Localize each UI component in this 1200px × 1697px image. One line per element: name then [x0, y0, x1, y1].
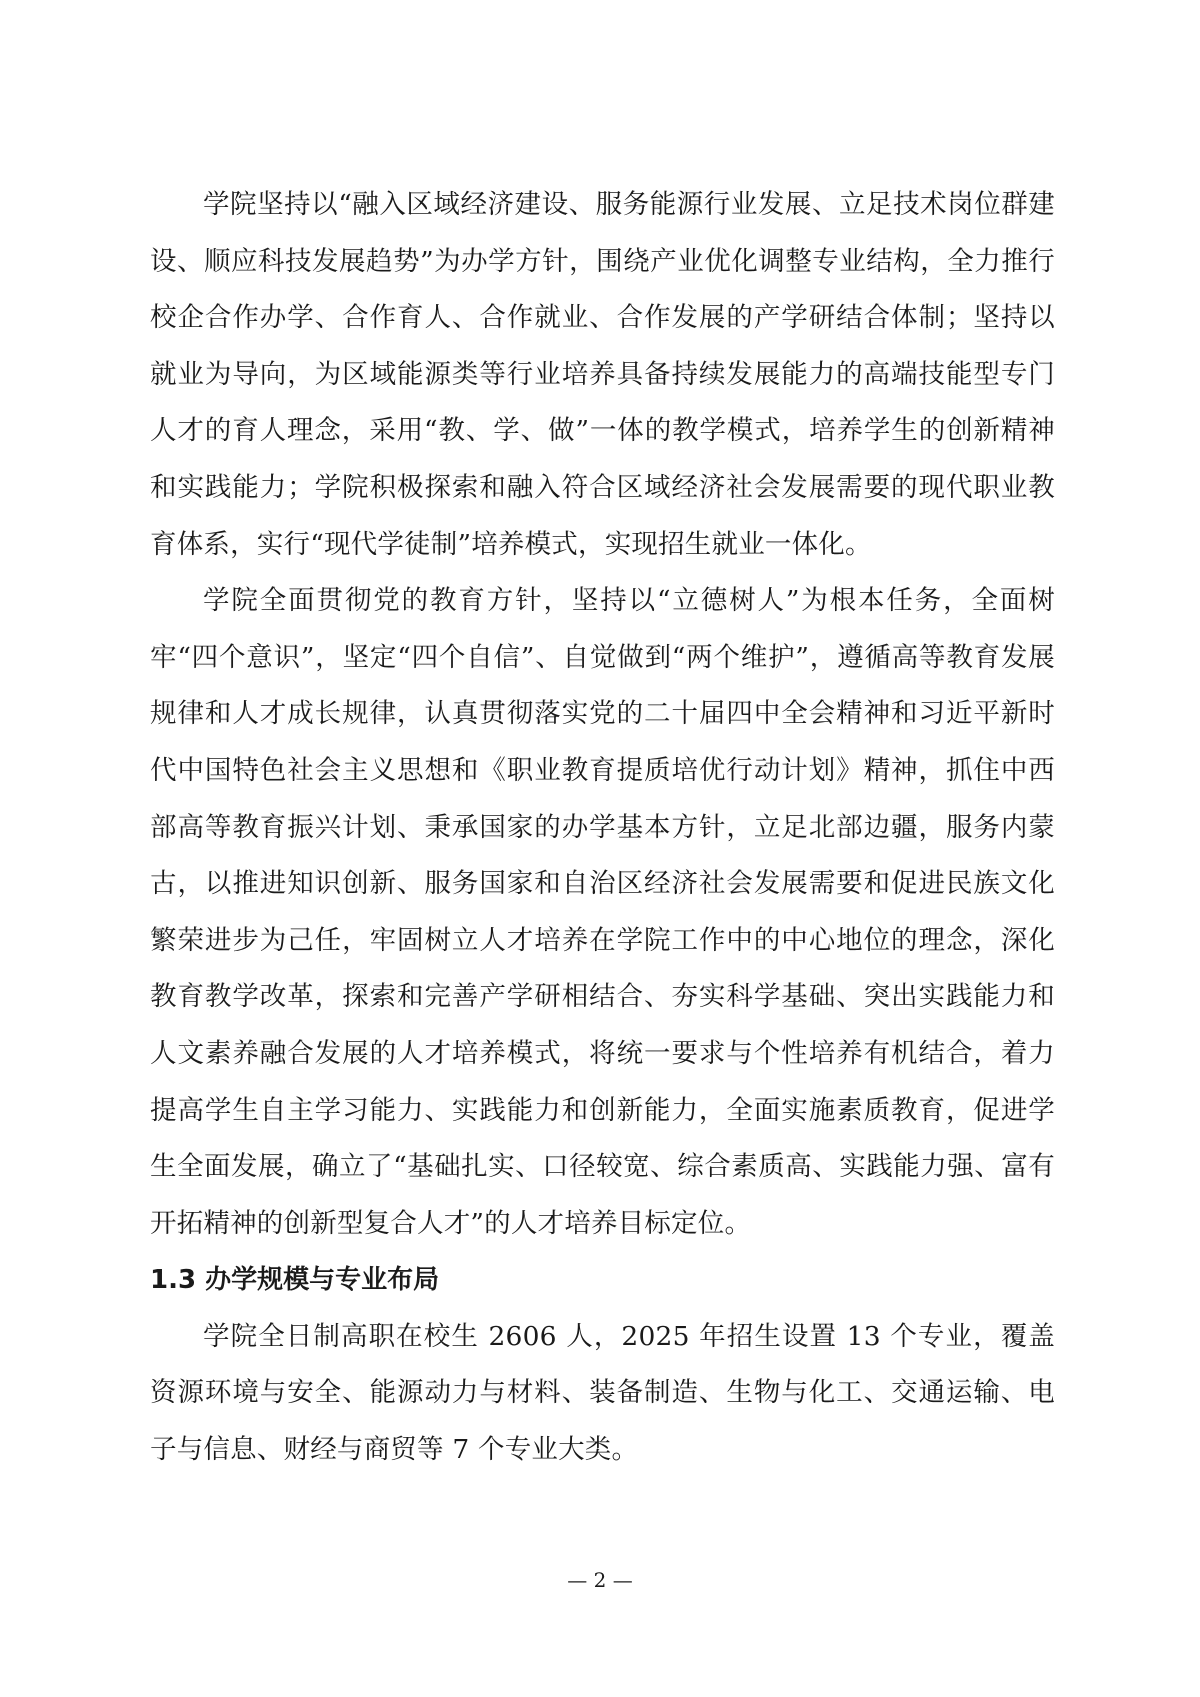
- page-number: — 2 —: [567, 1568, 633, 1592]
- section-heading: 1.3 办学规模与专业布局: [150, 1265, 440, 1296]
- paragraph-education-policy: 学院全面贯彻党的教育方针，坚持以“立德树人”为根本任务，全面树牢“四个意识”，坚定“四个自信”、自觉做到“两个维护”，遵循高等教育发展规律和人才成长规律，认真贯彻落实党的二十届四中全会精神和习近平新时代中国特色社会主义思想和《职业教育提质培优行动计划》精神，抓住中西部高等教育振兴计划、秉承国家的办学基本方针，立足北部边疆，服务内蒙古，以推进知识创新、服务国家和自治区经济社会发展需要和促进民族文化繁荣进步为己任，牢固树立人才培养在学院工作中的中心地位的理念，深化教育教学改革，探索和完善产学研相结合、夯实科学基础、突出实践能力和人文素养融合发展的人才培养模式，将统一要求与个性培养有机结合，着力提高学生自主学习能力、实践能力和创新能力，全面实施素质教育，促进学生全面发展，确立了“基础扎实、口径较宽、综合素质高、实践能力强、富有开拓精神的创新型复合人才”的人才培养目标定位。: [150, 585, 1055, 1239]
- page-body: [150, 177, 1055, 1479]
- paragraph-school-scale: 学院全日制高职在校生 2606 人，2025 年招生设置 13 个专业，覆盖资源环境与安全、能源动力与材料、装备制造、生物与化工、交通运输、电子与信息、财经与商贸等 7 个专业大类。: [150, 1320, 1055, 1466]
- paragraph-school-policy: 学院坚持以“融入区域经济建设、服务能源行业发展、立足技术岗位群建设、顺应科技发展趋势”为办学方针，围绕产业优化调整专业结构，全力推行校企合作办学、合作育人、合作就业、合作发展的产学研结合体制；坚持以就业为导向，为区域能源类等行业培养具备持续发展能力的高端技能型专门人才的育人理念，采用“教、学、做”一体的教学模式，培养学生的创新精神和实践能力；学院积极探索和融入符合区域经济社会发展需要的现代职业教育体系，实行“现代学徒制”培养模式，实现招生就业一体化。: [150, 189, 1055, 560]
